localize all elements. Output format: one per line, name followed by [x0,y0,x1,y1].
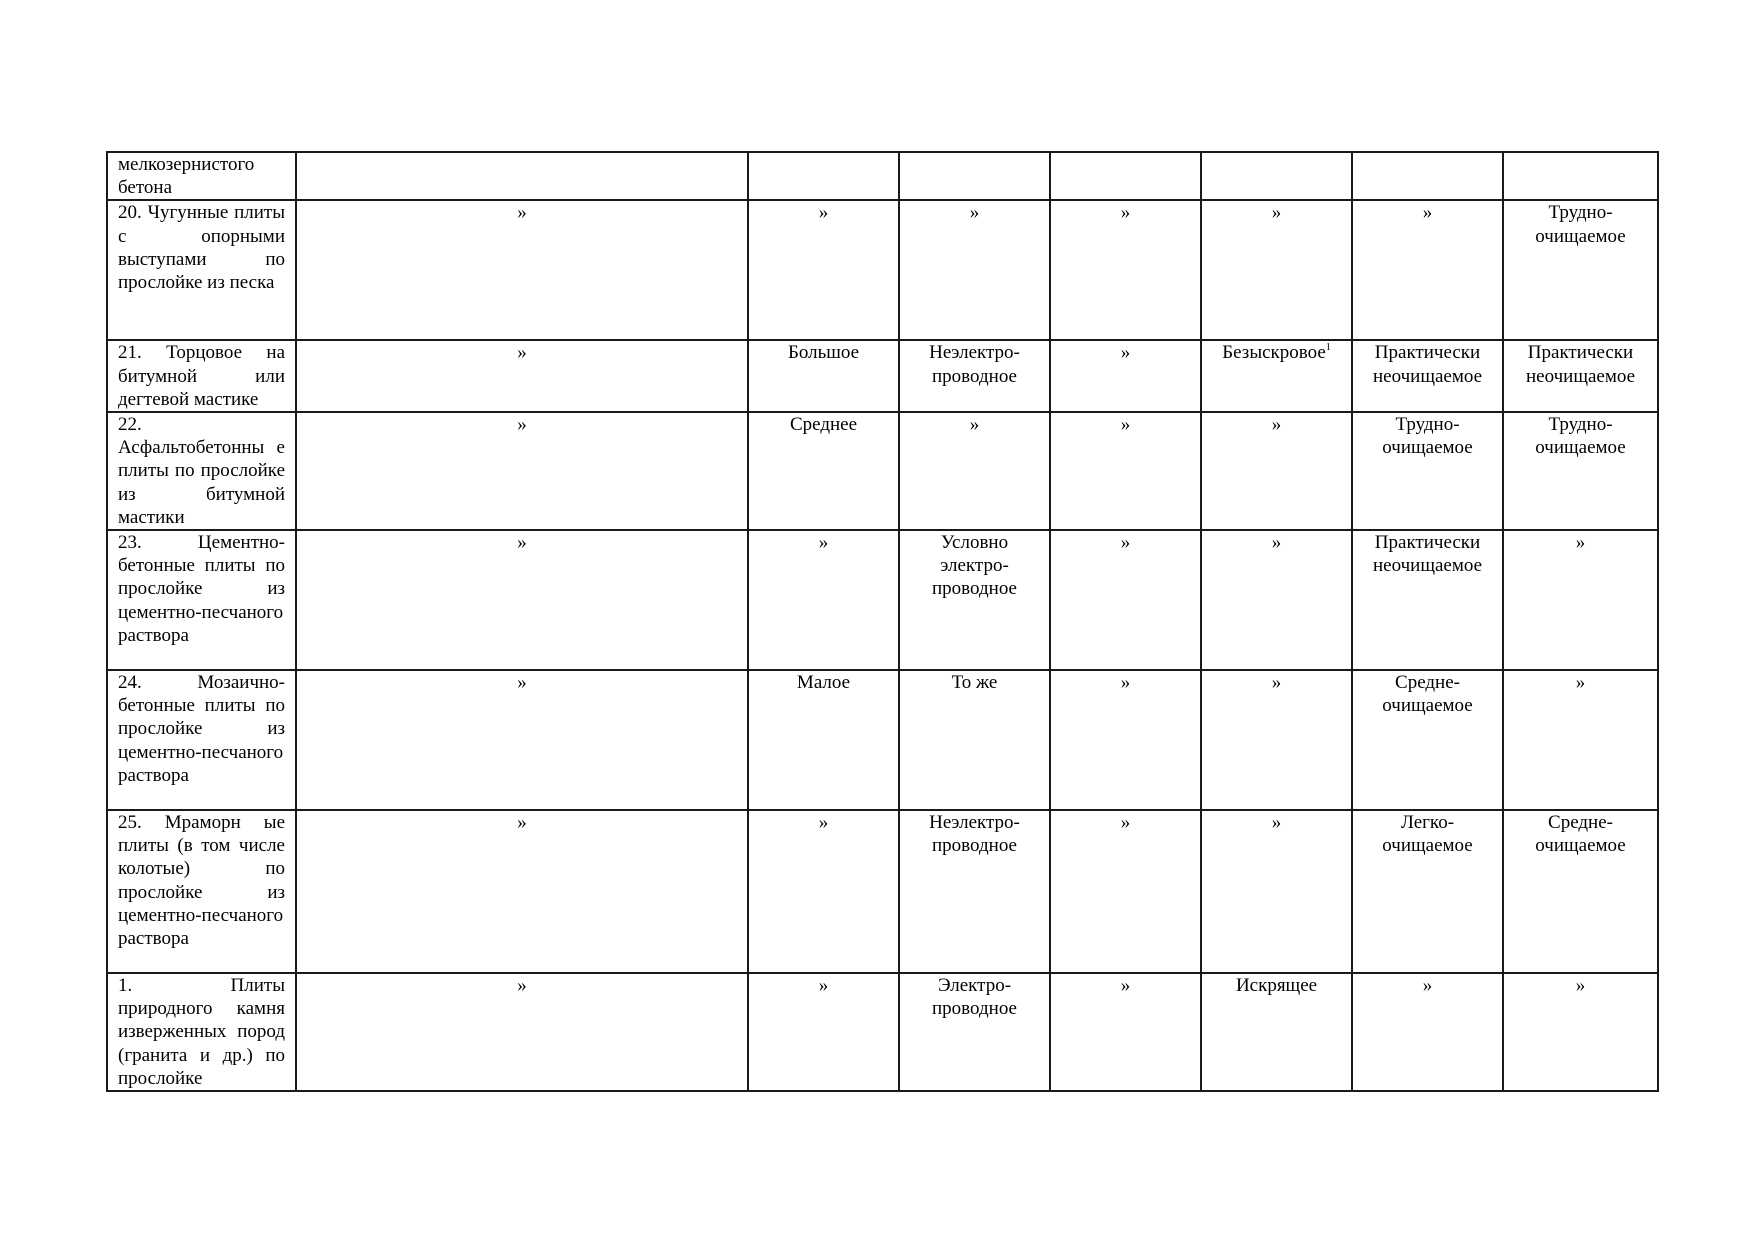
cell-text: неочищаемое [1372,555,1483,577]
table-row [107,412,1658,530]
cell-text: » [1120,342,1131,364]
table-cell [296,973,748,1091]
cell-text: проводное [932,998,1017,1020]
row-label-text: 25. Мраморн ые плиты (в том числе колотые) по прослойке из цементно-песчаного раствора [118,812,285,950]
cell-text: » [1271,672,1282,694]
cell-text: » [1120,812,1131,834]
cell-text: Легко- [1400,812,1455,834]
table-cell [296,530,748,670]
cell-text: То же [951,672,998,694]
table-cell [748,973,899,1091]
table-cell [1201,412,1352,530]
table-row [107,200,1658,340]
table-row [107,973,1658,1091]
table-cell [1201,340,1352,412]
cell-text: Среднее [789,414,858,436]
cell-text: » [818,812,829,834]
table-cell [296,200,748,340]
table-cell [899,530,1050,670]
cell-text: Безыскровое [1222,342,1326,364]
table-cell [1201,810,1352,973]
cell-text: » [517,342,527,364]
cell-text: » [1422,202,1433,224]
cell-text: » [1422,975,1433,997]
cell-text: Неэлектро- [929,812,1020,834]
cell-text: » [969,202,980,224]
cell-text: Большое [787,342,860,364]
table-cell [899,412,1050,530]
cell-text: Трудно- [1548,414,1613,436]
table-cell [899,200,1050,340]
cell-text: » [1120,532,1131,554]
table-cell [1503,530,1658,670]
row-label-cell [107,412,296,530]
cell-text: » [1120,975,1131,997]
table-cell [1352,670,1503,810]
table-cell [748,200,899,340]
cell-text: » [1575,672,1586,694]
cell-text: Средне- [1395,672,1460,694]
table-cell [748,810,899,973]
row-label-text: мелкозернистого [118,154,255,175]
table-cell [1050,412,1201,530]
row-label-cell [107,530,296,670]
table-cell [1352,340,1503,412]
row-label-text: бетона [118,177,173,199]
table-cell [748,670,899,810]
table-cell [296,412,748,530]
table-cell [1503,412,1658,530]
cell-text: электро- [940,555,1009,577]
cell-text: » [1271,414,1282,436]
row-label-cell [107,973,296,1091]
cell-text: Неэлектро- [929,342,1020,364]
table-cell [296,810,748,973]
table-cell [1503,200,1658,340]
table-cell [899,152,1050,200]
table-cell [1050,810,1201,973]
cell-text: неочищаемое [1525,365,1636,387]
row-label-cell [107,200,296,340]
table-cell [1050,530,1201,670]
table-row [107,340,1658,412]
cell-text: неочищаемое [1372,365,1483,387]
row-label-cell [107,810,296,973]
table-cell [748,412,899,530]
table-cell [1503,340,1658,412]
cell-text: Электро- [937,975,1012,997]
row-label-text: 1. Плиты природного камня изверженных пород (гранита и др.) по прослойке [118,975,285,1089]
table-cell [1201,530,1352,670]
cell-text: очищаемое [1382,695,1473,717]
cell-text: » [517,672,527,694]
cell-text: проводное [932,578,1017,600]
table-row [107,152,1658,200]
table-cell [1352,973,1503,1091]
table-cell [899,340,1050,412]
cell-text: » [1271,812,1282,834]
document-table [106,151,1659,1092]
cell-text: Средне- [1548,812,1613,834]
table-cell [1503,810,1658,973]
cell-text: Практически [1374,342,1481,364]
cell-text: Искрящее [1235,975,1318,997]
table-cell [899,810,1050,973]
cell-text: » [818,975,829,997]
table-body [107,152,1658,1091]
cell-text: » [517,202,527,224]
row-label-text: 20. Чугунные плиты с опорными выступами по прослойке из песка [118,202,285,294]
table-cell [1503,152,1658,200]
table-cell [1050,340,1201,412]
table-cell [1352,530,1503,670]
table-cell [1352,152,1503,200]
table-cell [1352,412,1503,530]
table-row [107,670,1658,810]
cell-text: » [1120,202,1131,224]
cell-text: » [1271,202,1282,224]
table-cell [1050,973,1201,1091]
cell-text: очищаемое [1535,225,1626,247]
table-cell [1503,670,1658,810]
table-row [107,810,1658,973]
cell-text: очищаемое [1382,437,1473,459]
footnote-marker: 1 [1325,342,1331,354]
row-label-text: 21. Торцовое на битумной или дегтевой мастике [118,342,285,410]
table-cell [1503,973,1658,1091]
table-row [107,530,1658,670]
table-cell [748,340,899,412]
row-label-cell [107,670,296,810]
cell-text: Малое [796,672,851,694]
row-label-cell [107,152,296,200]
table-cell [296,152,748,200]
table-cell [1201,670,1352,810]
row-label-text: 22. Асфальтобетонны е плиты по прослойке из битумной мастики [118,414,285,528]
row-label-text: 23. Цементно-бетонные плиты по прослойке из цементно-песчаного раствора [118,532,285,646]
cell-text: » [1120,672,1131,694]
cell-text: » [1120,414,1131,436]
cell-text: очищаемое [1535,835,1626,857]
cell-text: » [969,414,980,436]
table-cell [1352,200,1503,340]
cell-text: » [818,202,829,224]
table-cell [1352,810,1503,973]
cell-text: » [1575,975,1586,997]
table-cell [1201,973,1352,1091]
row-label-text: 24. Мозаично-бетонные плиты по прослойке из цементно-песчаного раствора [118,672,285,786]
cell-text: очищаемое [1535,437,1626,459]
table-cell [1050,670,1201,810]
cell-text: очищаемое [1382,835,1473,857]
table-cell [899,670,1050,810]
table-cell [1050,200,1201,340]
row-label-cell [107,340,296,412]
table-cell [1201,152,1352,200]
cell-text: Практически [1374,532,1481,554]
cell-text: проводное [932,835,1017,857]
cell-text: » [517,532,527,554]
cell-text: Условно [940,532,1009,554]
cell-text: » [517,812,527,834]
cell-text: Трудно- [1548,202,1613,224]
cell-text: » [517,414,527,436]
cell-text: » [1575,532,1586,554]
table-cell [1201,200,1352,340]
cell-text-with-footnote [1206,341,1347,364]
table-cell [748,530,899,670]
table-cell [1050,152,1201,200]
cell-text: проводное [932,365,1017,387]
cell-text: » [818,532,829,554]
cell-text: » [517,975,527,997]
cell-text: » [1271,532,1282,554]
table-cell [748,152,899,200]
table-cell [296,340,748,412]
cell-text: Трудно- [1395,414,1460,436]
table-cell [296,670,748,810]
cell-text: Практически [1527,342,1634,364]
table-cell [899,973,1050,1091]
